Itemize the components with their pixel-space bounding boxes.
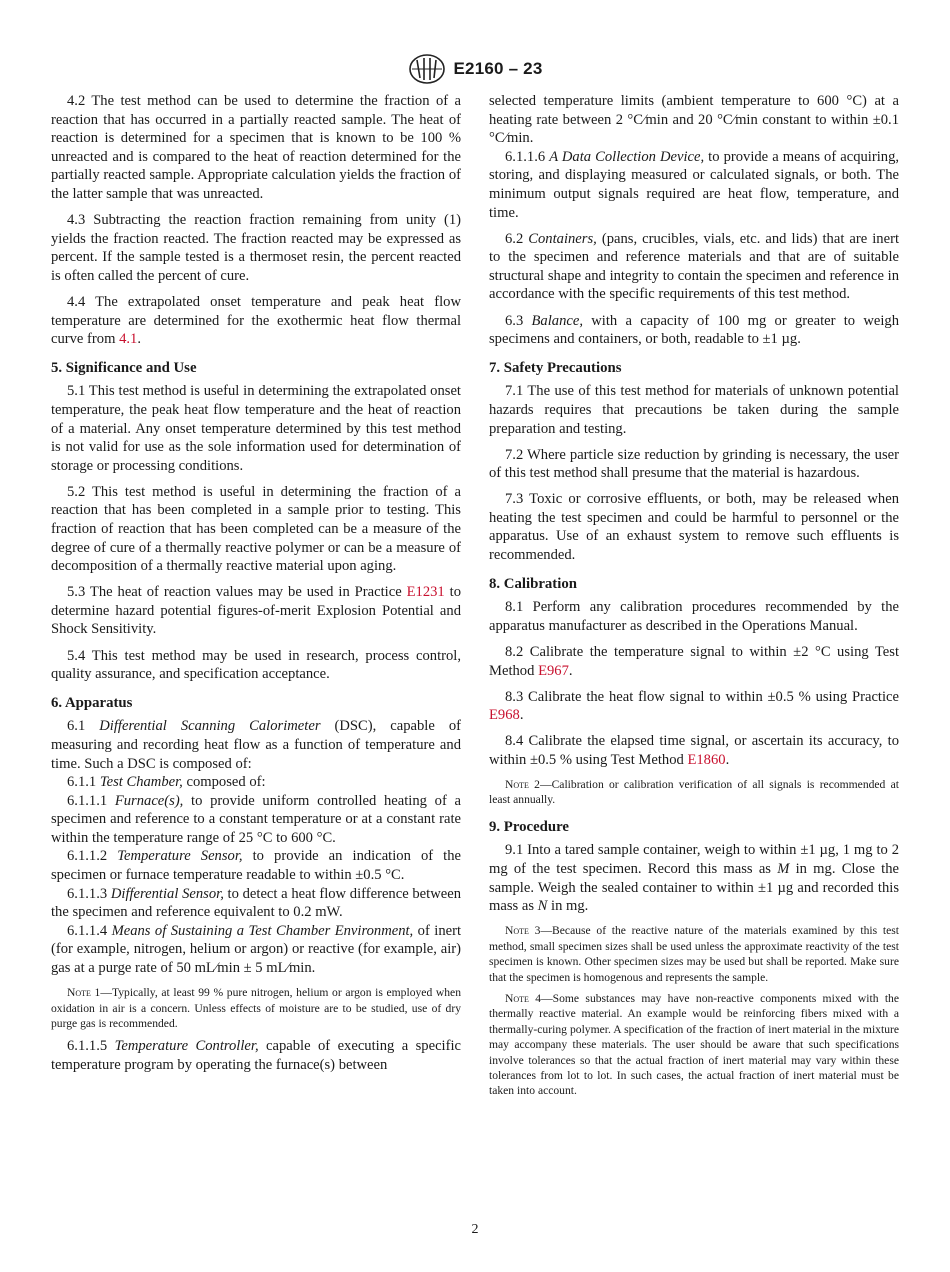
paragraph-6-1-1-1: 6.1.1.1 Furnace(s), to provide uniform controlled heating of a specimen and reference to a constant temperature or at a constant rate within the temperature range of 25 °C to 600 °C.: [51, 792, 461, 846]
paragraph-4-2: 4.2 The test method can be used to determine the fraction of a reaction that has occurred in a partially reacted sample. The heat of reaction is determined for a specimen that is known to be 100 % unreacted and is compared to the heat of reaction determined for the partially reacted sample. Appropriate calculation yields the fraction of the latter sample that was unreacted.: [51, 93, 461, 202]
page-header: [0, 52, 950, 86]
paragraph-6-1-1: 6.1.1 Test Chamber, composed of:: [67, 774, 266, 791]
paragraph-6-1-1-5: 6.1.1.5 Temperature Controller, capable of executing a specific temperature program by operating the furnace(s) between: [51, 1038, 462, 1073]
paragraph-6-1: 6.1 Differential Scanning Calorimeter (DSC), capable of measuring and recording heat flow as a function of temperature and time. Such a DSC is composed of:: [51, 718, 462, 772]
left-column: [51, 92, 461, 1075]
e1231-link[interactable]: E1231: [406, 584, 445, 601]
paragraph-9-1: 9.1 Into a tared sample container, weigh to within ±1 µg, 1 mg to 2 mg of the test specimen. Record this mass as M in mg. Close the sample. Weigh the sealed container to within ±1 µg and recorded this mass as N in mg.: [489, 842, 899, 915]
paragraph-4-4: 4.4 The extrapolated onset temperature and peak heat flow temperature are determined for the exothermic heat flow thermal curve from 4.1.: [51, 293, 461, 348]
paragraph-6-3: 6.3 Balance, with a capacity of 100 mg or greater to weigh specimens and containers, or both, readable to ±1 µg.: [489, 312, 899, 348]
e968-link[interactable]: E968: [489, 707, 520, 724]
document-designation: E2160 – 23: [453, 59, 543, 78]
note-4: Note 4—Some substances may have non-reactive components mixed with the thermally reactive material. An example would be reinforcing fibers mixed with a thermally-curing polymer. A specification of the fraction of inert material in the mixture may accompany these materials. The user should be aware that such specifications involve tolerances so that the actual fraction of inert material may vary within these tolerances from lot to lot. In such cases, the actual fraction of inert material must be taken into account.: [489, 991, 899, 1098]
right-column: [489, 92, 899, 1099]
paragraph-6-2: 6.2 Containers, (pans, crucibles, vials, etc. and lids) that are inert to the specimen and reference materials and that are of suitable structural shape and integrity to contain the specimen and reference in accordance with the specific requirements of this test method.: [489, 230, 900, 303]
paragraph-7-3: 7.3 Toxic or corrosive effluents, or both, may be released when heating the test specimen and could be harmful to personnel or the apparatus. Use of an exhaust system to remove such effluents is recommended.: [489, 491, 899, 564]
paragraph-5-2: 5.2 This test method is useful in determining the fraction of a reaction that has been completed in a sample prior to testing. This fraction of reaction that has been completed can be a measure of the degree of cure of a thermally reactive polymer or can be a measure of decomposition of a thermally reactive material upon aging.: [51, 483, 461, 575]
paragraph-8-2: 8.2 Calibrate the temperature signal to within ±2 °C using Test Method E967.: [489, 643, 899, 679]
section-4-1-link[interactable]: 4.1: [119, 331, 138, 348]
paragraph-8-4: 8.4 Calibrate the elapsed time signal, or ascertain its accuracy, to within ±0.5 % using Test Method E1860.: [489, 733, 899, 768]
note-1: Note 1—Typically, at least 99 % pure nitrogen, helium or argon is employed when oxidation in air is a concern. Unless effects of moisture are to be studied, use of dry purge gas is recommended.: [51, 986, 461, 1030]
paragraph-6-1-1-5-continued: selected temperature limits (ambient temperature to 600 °C) at a heating rate between 2 °C⁄min and 20 °C⁄min constant to within ±0.1 °C⁄min.: [489, 93, 899, 147]
paragraph-5-1: 5.1 This test method is useful in determining the extrapolated onset temperature, the peak heat flow temperature and the heat of reaction of a material. Any onset temperature determined by this test method is not valid for use as the sole information used for determination of storage or processing conditions.: [51, 383, 461, 474]
section-8-heading: 8. Calibration: [489, 575, 577, 592]
section-6-heading: 6. Apparatus: [51, 694, 133, 711]
e967-link[interactable]: E967: [538, 662, 569, 679]
astm-logo-icon: [408, 53, 446, 85]
paragraph-6-1-1-2: 6.1.1.2 Temperature Sensor, to provide an indication of the specimen or furnace temperature readable to within ±0.5 °C.: [51, 848, 461, 884]
paragraph-4-3: 4.3 Subtracting the reaction fraction remaining from unity (1) yields the fraction reacted. The fraction reacted may be expressed as percent. If the sample tested is a thermoset resin, the percent reacted is often called the percent of cure.: [51, 212, 461, 284]
paragraph-7-2: 7.2 Where particle size reduction by grinding is necessary, the user of this test method shall presume that the material is hazardous.: [489, 446, 899, 482]
section-7-heading: 7. Safety Precautions: [489, 359, 622, 376]
paragraph-6-1-1-3: 6.1.1.3 Differential Sensor, to detect a heat flow difference between the specimen and reference equivalent to 0.2 mW.: [51, 885, 461, 921]
paragraph-7-1: 7.1 The use of this test method for materials of unknown potential hazards requires that precautions be taken during the sample preparation and testing.: [489, 383, 899, 437]
paragraph-8-1: 8.1 Perform any calibration procedures recommended by the apparatus manufacturer as described in the Operations Manual.: [489, 599, 899, 634]
paragraph-5-3: 5.3 The heat of reaction values may be used in Practice E1231 to determine hazard potential figures-of-merit Explosion Potential and Shock Sensitivity.: [51, 584, 461, 638]
note-3: Note 3—Because of the reactive nature of the materials examined by this test method, small specimen sizes shall be used unless the approximate reactivity of the test specimen is known. Other specimen sizes may be used but shall be reported. Make sure that the specimen is homogenous and represents the sample.: [489, 924, 899, 984]
paragraph-6-1-1-6: 6.1.1.6 A Data Collection Device, to provide a means of acquiring, storing, and displaying measured or calculated signals, or both. The minimum output signals required are heat flow, temperature, and time.: [489, 148, 900, 221]
paragraph-5-4: 5.4 This test method may be used in research, process control, quality assurance, and specification acceptance.: [51, 647, 461, 683]
page-number: 2: [471, 1222, 479, 1237]
paragraph-6-1-1-4: 6.1.1.4 Means of Sustaining a Test Chamber Environment, of inert (for example, nitrogen, helium or argon) or reactive (for example, air) gas at a purge rate of 50 mL⁄min ± 5 mL⁄min.: [51, 922, 462, 977]
paragraph-8-3: 8.3 Calibrate the heat flow signal to within ±0.5 % using Practice E968.: [489, 688, 899, 724]
section-9-heading: 9. Procedure: [489, 818, 569, 835]
section-5-heading: 5. Significance and Use: [51, 359, 197, 376]
note-2: Note 2—Calibration or calibration verification of all signals is recommended at least annually.: [489, 778, 899, 807]
e1860-link[interactable]: E1860: [687, 751, 726, 768]
